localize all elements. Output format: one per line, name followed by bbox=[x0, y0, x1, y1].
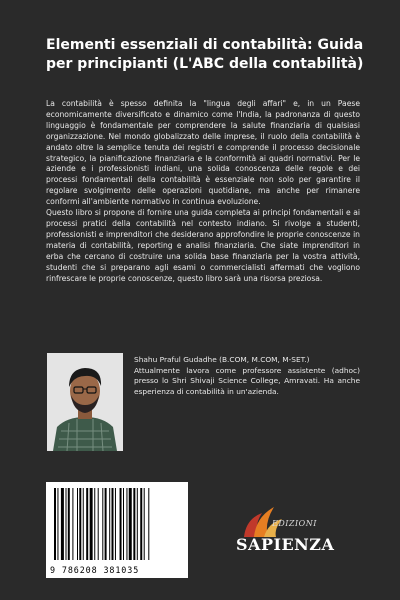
isbn-number: 9 786208 381035 bbox=[50, 565, 140, 575]
author-info bbox=[134, 355, 360, 397]
publisher-name: SAPIENZA bbox=[236, 535, 335, 554]
barcode-bars-icon bbox=[52, 488, 182, 560]
author-bio: Attualmente lavora come professore assistente (adhoc) presso lo Shri Shivaji Science College, Amravati. Ha anche esperienza di contabilità in un'azienda. bbox=[134, 365, 360, 396]
publisher-line-1: EDIZIONI bbox=[272, 519, 317, 528]
blurb-paragraph-1: La contabilità è spesso definita la "lingua degli affari" e, in un Paese economicamente diversificato e dinamico come l'India, la padronanza di questo linguaggio è fondamentale per comprendere la salute finanziaria di qualsiasi organizzazione. Nel mondo globalizzato delle imprese, il ruolo della contabilità è andato oltre la semplice tenuta dei registri e comprende il processo decisionale strategico, la pianificazione finanziaria e la conformità ai quadri normativi. Per le aziende e i professionisti indiani, una solida conoscenza delle regole e dei processi fondamentali della contabilità è essenziale non solo per garantire il regolare svolgimento delle operazioni quotidiane, ma anche per rimanere conformi all'ambiente normativo in continua evoluzione. bbox=[46, 99, 360, 207]
author-name: Shahu Praful Gudadhe (B.COM, M.COM, M-SET.) bbox=[134, 355, 310, 364]
blurb-paragraph-2: Questo libro si propone di fornire una guida completa ai principi fondamentali e ai processi pratici della contabilità nel contesto indiano. Si rivolge a studenti, professionisti e imprenditori che desiderano approfondire le proprie conoscenze in materia di contabilità, reporting e analisi finanziaria. Che siate imprenditori in erba che cercano di costruire una solida base finanziaria per la vostra attività, studenti che si preparano agli esami o commercialisti affermati che vogliono rinfrescare le proprie conoscenze, questo libro sarà una risorsa preziosa. bbox=[46, 208, 360, 283]
author-portrait-icon bbox=[47, 353, 123, 451]
book-title: Elementi essenziali di contabilità: Guida per principianti (L'ABC della contabilità) bbox=[46, 37, 364, 72]
publisher-logo bbox=[236, 505, 336, 575]
author-photo bbox=[47, 353, 123, 451]
isbn-barcode bbox=[46, 482, 188, 578]
book-blurb bbox=[46, 99, 360, 284]
